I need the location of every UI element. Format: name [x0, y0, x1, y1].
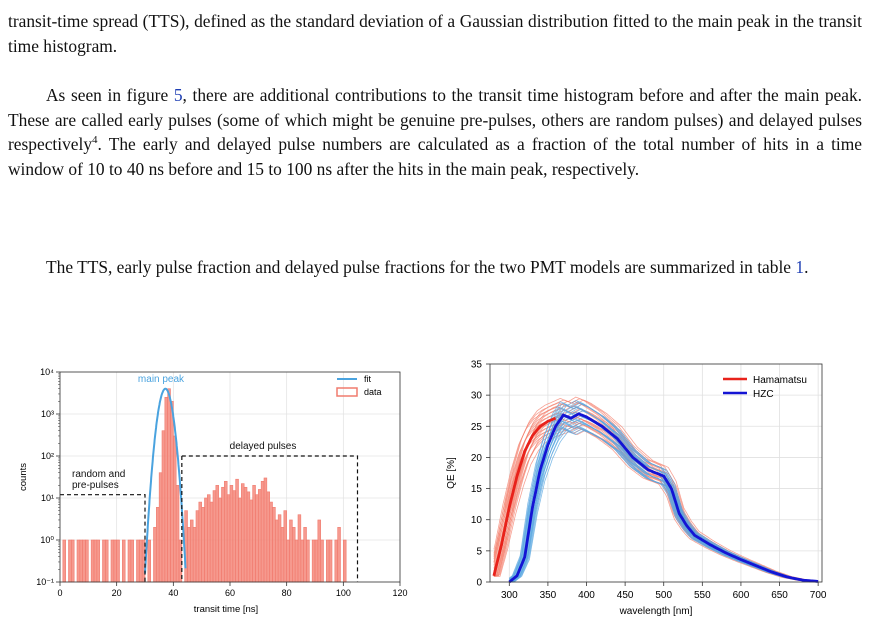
x-tick-label: 350 — [539, 590, 557, 601]
histogram-bar — [284, 511, 287, 582]
paragraph-3 — [8, 255, 862, 280]
x-tick-label: 450 — [616, 590, 634, 601]
y-tick-label: 30 — [470, 390, 482, 402]
histogram-bar — [196, 511, 199, 582]
left-xlabel: transit time [ns] — [193, 604, 259, 615]
x-tick-label: 400 — [578, 590, 595, 601]
x-tick-label: 40 — [168, 588, 179, 598]
y-tick-label: 5 — [476, 546, 482, 558]
histogram-bar — [188, 527, 191, 582]
hamamatsu-band-curve — [494, 406, 818, 582]
histogram-bar — [80, 540, 83, 582]
histogram-bar — [236, 479, 239, 582]
legend-fit-label: fit — [364, 374, 372, 384]
histogram-bar — [312, 540, 315, 582]
histogram-bar — [86, 540, 89, 582]
histogram-bar — [307, 540, 310, 582]
y-tick-label: 10⁻¹ — [36, 577, 54, 587]
histogram-bar — [275, 520, 278, 582]
histogram-bar — [131, 540, 134, 582]
histogram-bar — [91, 540, 94, 582]
x-tick-label: 500 — [655, 590, 673, 601]
histogram-bar — [83, 540, 86, 582]
histogram-bar — [168, 389, 171, 582]
histogram-bar — [264, 478, 267, 582]
histogram-bar — [287, 540, 290, 582]
histogram-bar — [171, 401, 174, 582]
y-tick-label: 25 — [470, 421, 482, 433]
histogram-bar — [154, 527, 157, 582]
y-tick-label: 15 — [470, 484, 482, 496]
qe-wavelength-plot — [440, 358, 870, 622]
histogram-bar — [71, 540, 74, 582]
histogram-bar — [97, 540, 100, 582]
histogram-bar — [270, 502, 273, 582]
histogram-bar — [224, 481, 227, 582]
histogram-bar — [315, 540, 318, 582]
histogram-bar — [250, 500, 253, 582]
histogram-bar — [267, 492, 270, 582]
histogram-bar — [298, 515, 301, 582]
histogram-bar — [281, 527, 284, 582]
table-ref[interactable]: 1 — [795, 257, 805, 277]
histogram-bar — [190, 520, 193, 582]
histogram-bar — [156, 507, 159, 582]
histogram-bar — [77, 540, 80, 582]
y-tick-label: 10³ — [40, 409, 54, 419]
histogram-bar — [199, 502, 202, 582]
histogram-bar — [159, 473, 162, 582]
x-tick-label: 80 — [281, 588, 292, 598]
legend-data-swatch — [337, 388, 357, 396]
y-tick-label: 35 — [470, 359, 482, 371]
histogram-bar — [216, 485, 219, 582]
histogram-bar — [162, 431, 165, 582]
annotation-prepulses: pre-pulses — [72, 480, 119, 491]
histogram-bar — [326, 540, 329, 582]
paragraph-1 — [8, 9, 862, 58]
x-tick-label: 550 — [693, 590, 711, 601]
histogram-bar — [241, 484, 244, 582]
histogram-bar — [338, 527, 341, 582]
histogram-bar — [244, 487, 247, 582]
paragraph-3-text-a: The TTS, early pulse fraction and delayed pulse fractions for the two PMT models are summarized in table — [46, 257, 796, 277]
histogram-bar — [111, 540, 114, 582]
histogram-bar — [202, 507, 205, 582]
histogram-bar — [230, 485, 233, 582]
left-ylabel: counts — [18, 463, 29, 491]
x-tick-label: 300 — [500, 590, 518, 601]
histogram-bar — [213, 491, 216, 582]
paragraph-2-text-c: . The early and delayed pulse numbers are calculated as a fraction of the total number of hits in a time window of 10 to 40 ns before and 15 to 100 ns after the hits in the main peak, respectively. — [8, 134, 862, 179]
y-tick-label: 10⁴ — [40, 367, 54, 377]
paragraph-2-text-b: , there are additional contributions to the transit time histogram before and after the main peak. These are called early pulses (some of which might be genuine pre-pulses, others are random pulses) and delayed pulses respectively — [8, 85, 863, 154]
y-tick-label: 0 — [476, 577, 482, 589]
annotation-main-peak: main peak — [137, 374, 185, 385]
legend-hamamatsu-label: Hamamatsu — [753, 375, 807, 386]
right-xlabel: wavelength [nm] — [619, 606, 693, 617]
y-tick-label: 10⁰ — [40, 535, 54, 545]
histogram-bar — [63, 540, 66, 582]
histogram-bar — [343, 540, 346, 582]
histogram-bar — [321, 540, 324, 582]
histogram-bar — [258, 489, 261, 582]
histogram-bar — [227, 495, 230, 582]
histogram-bar — [117, 540, 120, 582]
paragraph-3-text-b: . — [804, 257, 809, 277]
hamamatsu-band-curve — [494, 429, 818, 581]
histogram-bar — [128, 540, 131, 582]
x-tick-label: 650 — [771, 590, 788, 601]
hamamatsu-band-curve — [494, 421, 818, 581]
x-tick-label: 100 — [335, 588, 351, 598]
histogram-bar — [335, 540, 338, 582]
histogram-bar — [256, 495, 259, 582]
histogram-bar — [219, 498, 222, 582]
y-tick-label: 10¹ — [40, 493, 54, 503]
histogram-bar — [105, 540, 108, 582]
histogram-bar — [304, 527, 307, 582]
histogram-bar — [69, 540, 72, 582]
histogram-bar — [290, 520, 293, 582]
histogram-bar — [103, 540, 106, 582]
histogram-bar — [295, 540, 298, 582]
y-tick-label: 10² — [40, 451, 54, 461]
histogram-bar — [94, 540, 97, 582]
figure-ref[interactable]: 5 — [173, 85, 183, 105]
histogram-bar — [137, 540, 140, 582]
histogram-bar — [273, 507, 276, 582]
x-tick-label: 600 — [732, 590, 750, 601]
paragraph-1-text: transit-time spread (TTS), defined as the standard deviation of a Gaussian distribution fitted to the main peak in the transit time histogram. — [8, 11, 862, 56]
transit-time-histogram — [10, 360, 410, 622]
right-ylabel: QE [%] — [446, 457, 457, 489]
histogram-bar — [139, 540, 142, 582]
x-tick-label: 60 — [224, 588, 236, 598]
paragraph-2 — [8, 83, 862, 181]
y-tick-label: 20 — [470, 452, 482, 464]
histogram-bar — [165, 397, 168, 582]
histogram-bar — [239, 498, 242, 582]
histogram-bar — [114, 540, 117, 582]
footnote-mark[interactable]: 4 — [92, 134, 98, 147]
histogram-bar — [329, 540, 332, 582]
right-lines — [494, 414, 818, 582]
x-tick-label: 0 — [57, 588, 63, 598]
hamamatsu-band-curve — [494, 412, 818, 581]
histogram-bar — [261, 481, 264, 582]
histogram-bar — [193, 527, 196, 582]
histogram-bar — [292, 527, 295, 582]
hamamatsu-band-curve — [494, 409, 818, 581]
histogram-bar — [318, 520, 321, 582]
x-tick-label: 20 — [111, 588, 122, 598]
histogram-bar — [233, 491, 236, 582]
annotation-delayed: delayed pulses — [229, 441, 297, 452]
legend-hzc-label: HZC — [753, 389, 774, 400]
histogram-bar — [205, 498, 208, 582]
histogram-bar — [247, 492, 250, 582]
histogram-bar — [253, 485, 256, 582]
x-tick-label: 700 — [809, 590, 827, 601]
y-tick-label: 10 — [470, 515, 482, 527]
annotation-random: random and — [72, 469, 126, 480]
histogram-bar — [210, 502, 213, 582]
histogram-bar — [148, 540, 151, 582]
histogram-bar — [222, 487, 225, 582]
right-legend — [723, 375, 807, 400]
histogram-bar — [173, 436, 176, 582]
paragraph-2-text-a: As seen in figure — [46, 85, 174, 105]
legend-data-label: data — [364, 387, 382, 397]
histogram-bar — [301, 540, 304, 582]
histogram-bar — [278, 515, 281, 582]
histogram-bar — [122, 540, 125, 582]
x-tick-label: 120 — [392, 588, 408, 598]
histogram-bar — [207, 495, 210, 582]
histogram-bar — [176, 485, 179, 582]
